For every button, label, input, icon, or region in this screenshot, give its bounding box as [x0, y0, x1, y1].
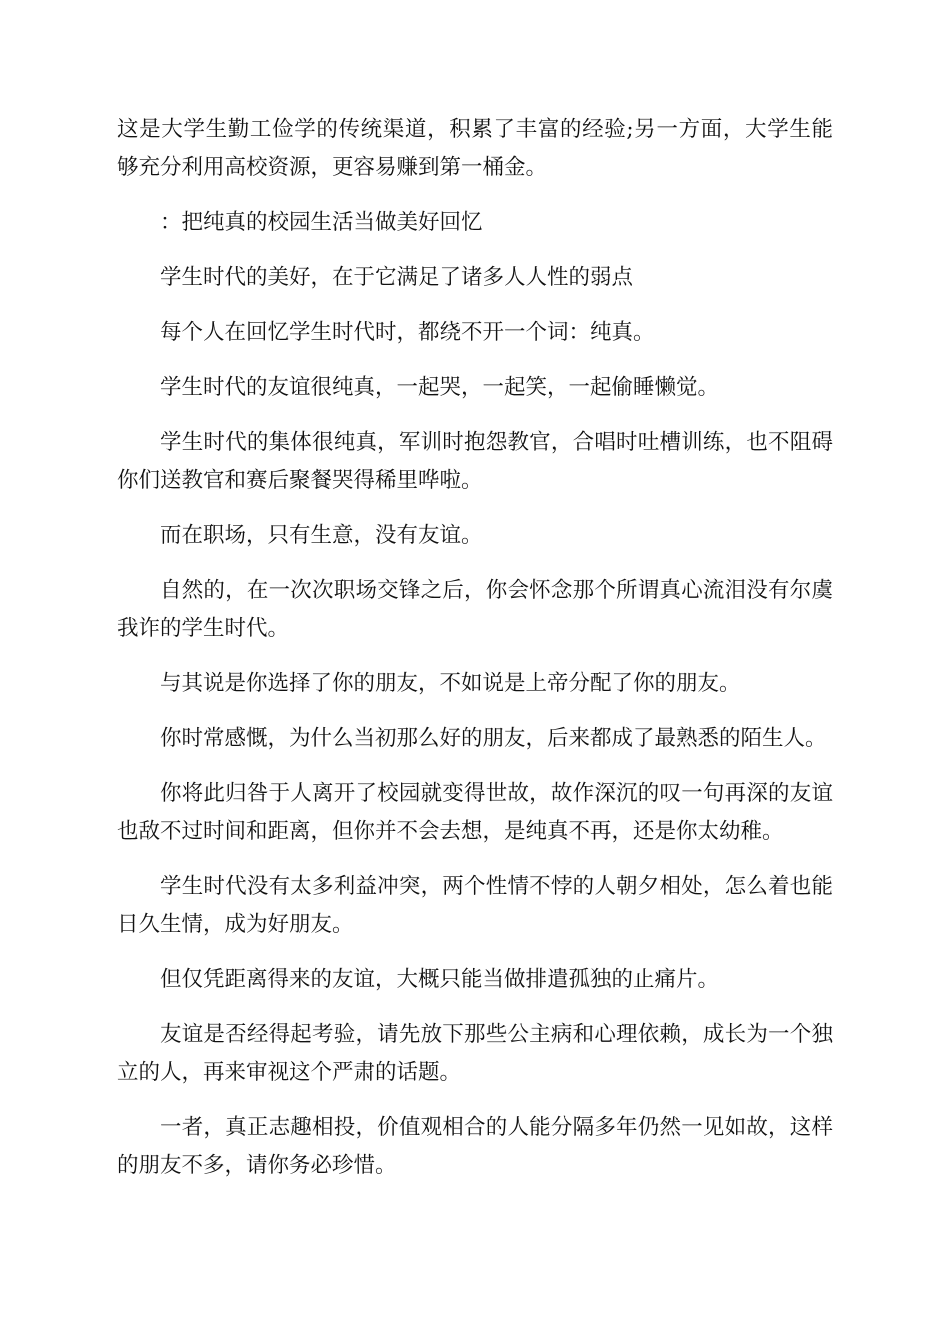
paragraph-3: 学生时代的美好，在于它满足了诸多人人性的弱点	[160, 265, 634, 290]
paragraph-7: 而在职场，只有生意，没有友谊。	[160, 523, 483, 548]
paragraph-6: 学生时代的集体很纯真，军训时抱怨教官，合唱时吐槽训练，也不阻碍你们送教官和赛后聚餐哭得稀里哗啦。	[117, 430, 833, 493]
paragraph-15: 一者，真正志趣相投，价值观相合的人能分隔多年仍然一见如故，这样的朋友不多，请你务必珍惜。	[117, 1115, 833, 1178]
document-page	[117, 111, 833, 1202]
paragraph-10: 你时常感慨，为什么当初那么好的朋友，后来都成了最熟悉的陌生人。	[160, 726, 827, 751]
paragraph-11: 你将此归咎于人离开了校园就变得世故，故作深沉的叹一句再深的友谊也敌不过时间和距离，但你并不会去想，是纯真不再，还是你太幼稚。	[117, 781, 833, 844]
paragraph-13: 但仅凭距离得来的友谊，大概只能当做排遣孤独的止痛片。	[160, 967, 720, 992]
paragraph-12: 学生时代没有太多利益冲突，两个性情不悖的人朝夕相处，怎么着也能日久生情，成为好朋友。	[117, 874, 833, 937]
paragraph-1: 这是大学生勤工俭学的传统渠道，积累了丰富的经验;另一方面，大学生能够充分利用高校资源，更容易赚到第一桶金。	[117, 117, 833, 180]
paragraph-14: 友谊是否经得起考验，请先放下那些公主病和心理依赖，成长为一个独立的人，再来审视这个严肃的话题。	[117, 1022, 833, 1085]
paragraph-5: 学生时代的友谊很纯真，一起哭，一起笑，一起偷睡懒觉。	[160, 375, 720, 400]
paragraph-8: 自然的，在一次次职场交锋之后，你会怀念那个所谓真心流泪没有尔虞我诈的学生时代。	[117, 578, 833, 641]
paragraph-9: 与其说是你选择了你的朋友，不如说是上帝分配了你的朋友。	[160, 671, 741, 696]
paragraph-4: 每个人在回忆学生时代时，都绕不开一个词：纯真。	[160, 320, 655, 345]
paragraph-2: ：把纯真的校园生活当做美好回忆	[160, 210, 483, 235]
